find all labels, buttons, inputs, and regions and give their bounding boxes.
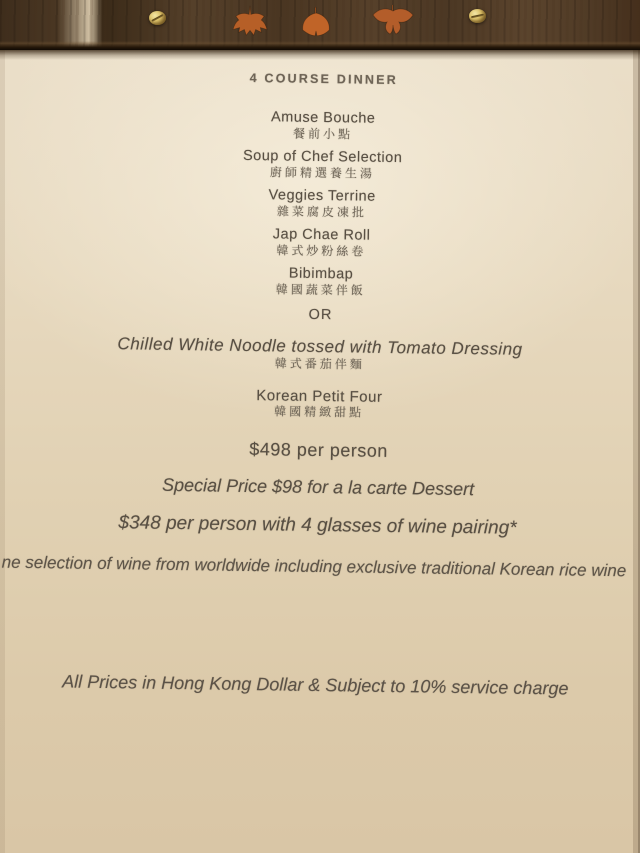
menu-item-chilled-noodle (0, 333, 640, 377)
service-charge-note: All Prices in Hong Kong Dollar & Subject to 10% service charge (62, 671, 569, 699)
menu-item-name-chinese: 韓國精緻甜點 (274, 404, 365, 420)
menu-item-name: Korean Petit Four (256, 387, 383, 406)
menu-item-name: Amuse Bouche (270, 109, 376, 127)
menu-item-name-chinese: 韓式番茄伴麵 (274, 356, 365, 372)
menu-item-soup (2, 145, 640, 186)
menu-item-name-chinese: 韓國蔬菜伴飯 (275, 282, 366, 298)
menu-item-name: Chilled White Noodle tossed with Tomato Dressing (117, 334, 523, 359)
menu-item-veggies-terrine (2, 184, 640, 225)
autumn-leaf-inlay-icon (369, 5, 417, 35)
or-separator: OR (308, 306, 333, 324)
menu-item-name-chinese: 雜菜腐皮凍批 (276, 204, 368, 220)
board-shadow (0, 50, 640, 60)
menu-content (0, 46, 640, 701)
maple-leaf-inlay-icon (226, 5, 274, 37)
menu-title: 4 COURSE DINNER (249, 70, 399, 88)
menu-item-name: Bibimbap (288, 265, 354, 283)
menu-item-jap-chae-roll (1, 223, 640, 264)
menu-item-name-chinese: 餐前小點 (292, 126, 354, 142)
menu-item-name: Veggies Terrine (268, 187, 376, 205)
menu-item-name: Jap Chae Roll (272, 226, 371, 244)
special-price-note: Special Price $98 for a la carte Dessert (161, 474, 475, 500)
menu-item-name-chinese: 韓式炒粉絲卷 (276, 243, 367, 259)
brass-screw-icon (469, 9, 486, 23)
menu-item-korean-petit-four (0, 384, 639, 425)
wine-selection-note: ne selection of wine from worldwide including exclusive traditional Korean rice wine (1, 552, 627, 581)
menu-item-bibimbap (1, 262, 640, 303)
wooden-menu-board (0, 0, 640, 50)
brass-screw-icon (149, 11, 166, 25)
menu-item-name: Soup of Chef Selection (242, 147, 403, 167)
ginkgo-leaf-inlay-icon (299, 7, 333, 37)
wine-pairing-price: $348 per person with 4 glasses of wine pairing* (118, 512, 517, 539)
menu-item-amuse-bouche (3, 106, 640, 147)
price-per-person: $498 per person (249, 439, 389, 461)
menu-item-name-chinese: 廚師精選養生湯 (269, 165, 376, 181)
menu-paper (0, 50, 640, 853)
